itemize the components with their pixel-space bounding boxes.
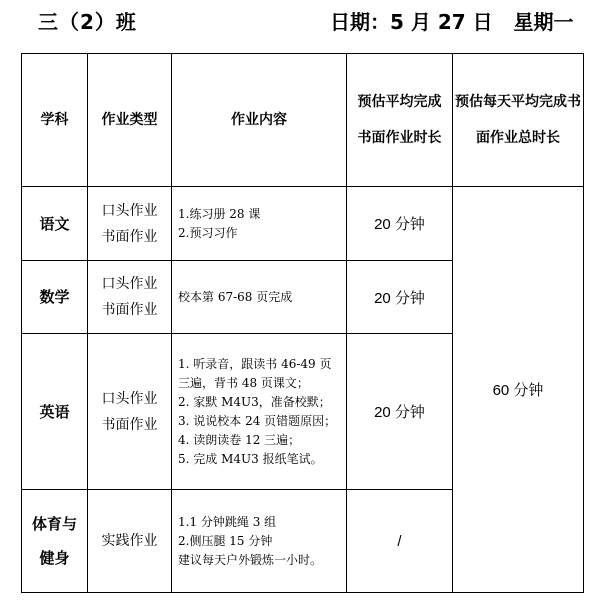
content-line: 建议每天户外锻炼一小时。	[178, 552, 323, 567]
table-row	[22, 187, 584, 261]
type-item: 书面作业	[101, 416, 158, 433]
total-duration-cell: 60 分钟	[453, 187, 584, 593]
content-line: 3. 说说校本 24 页错题原因；	[178, 413, 337, 428]
type-cell	[88, 187, 172, 261]
content-line: 5. 完成 M4U3 报纸笔试。	[178, 451, 323, 466]
type-cell	[88, 261, 172, 334]
page-header	[0, 0, 599, 50]
type-item: 口头作业	[101, 390, 158, 407]
content-line: 校本第 67-68 页完成	[178, 289, 293, 304]
type-item: 口头作业	[101, 276, 158, 292]
duration-cell: 20 分钟	[347, 187, 453, 261]
content-line: 2. 家默 M4U3，准备校默；	[178, 394, 331, 409]
subject-cell: 语文	[22, 187, 88, 261]
content-line: 1. 听录音，跟读书 46-49 页三遍，背书 48 页课文；	[178, 356, 332, 390]
subject-cell: 体育与健身	[22, 490, 88, 593]
class-name: 三（2）班	[38, 10, 137, 34]
column-header-subject: 学科	[22, 54, 88, 187]
type-item: 书面作业	[101, 228, 158, 245]
type-cell	[88, 334, 172, 490]
type-item: 实践作业	[101, 533, 158, 549]
duration-cell: /	[347, 490, 453, 593]
date-label: 日期：5 月 27 日 星期一	[330, 10, 574, 34]
type-item: 书面作业	[101, 302, 158, 318]
content-cell	[172, 334, 347, 490]
column-header-total-duration: 预估每天平均完成书面作业总时长	[453, 54, 584, 187]
subject-cell: 英语	[22, 334, 88, 490]
table-header-row	[22, 54, 584, 187]
homework-table	[21, 53, 584, 593]
column-header-content: 作业内容	[172, 54, 347, 187]
content-cell	[172, 261, 347, 334]
duration-cell: 20 分钟	[347, 261, 453, 334]
content-cell	[172, 187, 347, 261]
content-line: 2.侧压腿 15 分钟	[178, 533, 273, 548]
content-line: 2.预习习作	[178, 225, 238, 240]
content-line: 1.练习册 28 课	[178, 206, 261, 221]
type-item: 口头作业	[101, 202, 158, 219]
column-header-type: 作业类型	[88, 54, 172, 187]
content-cell	[172, 490, 347, 593]
type-cell	[88, 490, 172, 593]
content-line: 4. 读朗读卷 12 三遍；	[178, 432, 301, 447]
column-header-avg-duration: 预估平均完成书面作业时长	[347, 54, 453, 187]
content-line: 1.1 分钟跳绳 3 组	[178, 514, 277, 529]
subject-cell: 数学	[22, 261, 88, 334]
duration-cell: 20 分钟	[347, 334, 453, 490]
